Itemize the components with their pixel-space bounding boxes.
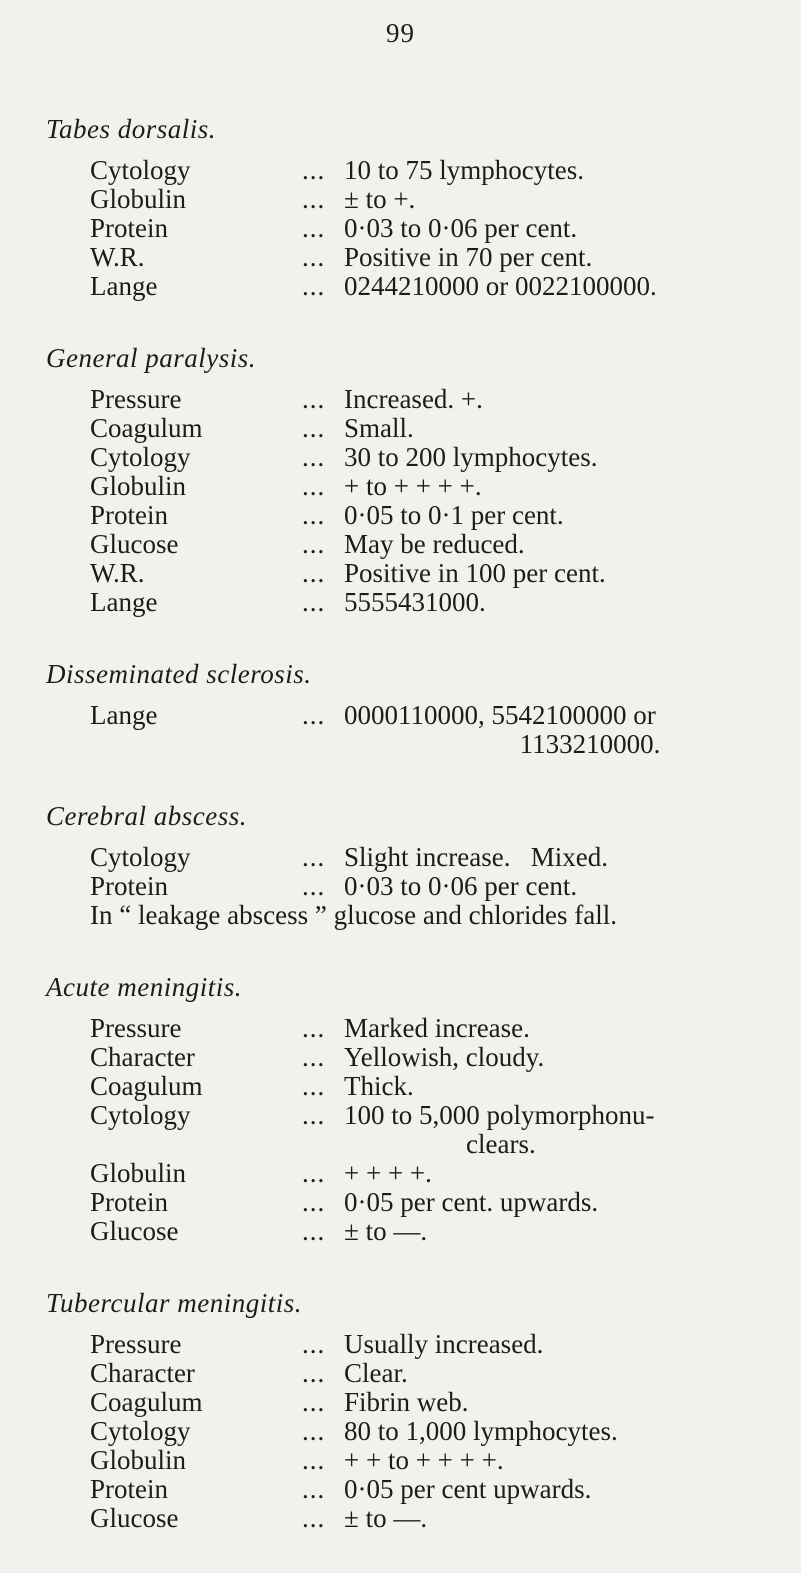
row-value-continuation: 1133210000. [519, 729, 661, 759]
table-row [46, 530, 796, 559]
table-row [46, 1504, 796, 1533]
row-value: 0·05 per cent. upwards. [344, 1187, 599, 1217]
section-heading: Tubercular meningitis. [46, 1288, 303, 1318]
row-label: Globulin [90, 471, 187, 501]
row-label: Globulin [90, 184, 187, 214]
section-heading: General paralysis. [46, 343, 256, 373]
leader-dots: ... [302, 1416, 326, 1446]
leader-dots: ... [302, 1158, 326, 1188]
table-row [46, 1101, 796, 1130]
row-value: 0·05 per cent upwards. [344, 1474, 592, 1504]
row-value: + + + +. [344, 1158, 432, 1188]
leader-dots: ... [302, 529, 326, 559]
leader-dots: ... [302, 413, 326, 443]
section-disseminated-sclerosis [46, 657, 796, 759]
row-value: Slight increase. Mixed. [344, 842, 608, 872]
table-row [46, 156, 796, 185]
table-row [46, 385, 796, 414]
leader-dots: ... [302, 1071, 326, 1101]
leader-dots: ... [302, 271, 326, 301]
section-general-paralysis [46, 341, 796, 617]
leader-dots: ... [302, 1503, 326, 1533]
table-row [46, 272, 796, 301]
row-label: Coagulum [90, 1387, 203, 1417]
row-value: 30 to 200 lymphocytes. [344, 442, 598, 472]
row-value: Positive in 70 per cent. [344, 242, 593, 272]
leader-dots: ... [302, 1013, 326, 1043]
table-row [46, 1475, 796, 1504]
leader-dots: ... [302, 242, 326, 272]
leader-dots: ... [302, 184, 326, 214]
leader-dots: ... [302, 1387, 326, 1417]
row-label: Globulin [90, 1445, 187, 1475]
row-value: 0000110000, 5542100000 or [344, 700, 656, 730]
table-row [46, 1043, 796, 1072]
table-row [46, 588, 796, 617]
row-label: Character [90, 1042, 195, 1072]
table-row [46, 1388, 796, 1417]
row-label: Glucose [90, 529, 179, 559]
row-value: 100 to 5,000 polymorphonu- [344, 1100, 655, 1130]
row-label: Lange [90, 700, 158, 730]
row-label: Globulin [90, 1158, 187, 1188]
table-row [46, 1359, 796, 1388]
document-body [46, 112, 796, 1573]
leader-dots: ... [302, 587, 326, 617]
table-row [46, 701, 796, 730]
row-value: 0·03 to 0·06 per cent. [344, 213, 578, 243]
section-cerebral-abscess [46, 799, 796, 930]
row-value: Fibrin web. [344, 1387, 469, 1417]
table-row [46, 872, 796, 901]
row-label: Coagulum [90, 1071, 203, 1101]
row-label: Glucose [90, 1503, 179, 1533]
page-number: 99 [386, 18, 415, 48]
section-heading: Acute meningitis. [46, 972, 242, 1002]
table-row [46, 414, 796, 443]
section-heading: Tabes dorsalis. [46, 114, 217, 144]
leader-dots: ... [302, 1100, 326, 1130]
row-value: 0·05 to 0·1 per cent. [344, 500, 564, 530]
row-value: ± to —. [344, 1216, 428, 1246]
row-value: ± to —. [344, 1503, 428, 1533]
leader-dots: ... [302, 871, 326, 901]
leader-dots: ... [302, 1042, 326, 1072]
row-value: Yellowish, cloudy. [344, 1042, 545, 1072]
leader-dots: ... [302, 500, 326, 530]
leader-dots: ... [302, 155, 326, 185]
section-acute-meningitis [46, 970, 796, 1246]
row-label: Protein [90, 500, 168, 530]
row-label: Lange [90, 271, 158, 301]
row-value: 0244210000 or 0022100000. [344, 271, 657, 301]
row-label: Pressure [90, 1013, 182, 1043]
table-row [46, 1072, 796, 1101]
leader-dots: ... [302, 1474, 326, 1504]
row-label: Lange [90, 587, 158, 617]
leader-dots: ... [302, 442, 326, 472]
table-row [46, 843, 796, 872]
row-label: Cytology [90, 842, 191, 872]
row-label: Protein [90, 213, 168, 243]
row-value: + to + + + +. [344, 471, 482, 501]
row-value: 5555431000. [344, 587, 486, 617]
row-value: + + to + + + +. [344, 1445, 504, 1475]
row-label: Cytology [90, 1416, 191, 1446]
leader-dots: ... [302, 700, 326, 730]
table-row [46, 1330, 796, 1359]
leader-dots: ... [302, 384, 326, 414]
table-row [46, 185, 796, 214]
row-label: W.R. [90, 242, 145, 272]
row-value: Small. [344, 413, 414, 443]
row-value: Usually increased. [344, 1329, 544, 1359]
table-row [46, 559, 796, 588]
section-note: In “ leakage abscess ” glucose and chlorides fall. [90, 900, 618, 930]
row-label: Pressure [90, 384, 182, 414]
table-row [46, 1217, 796, 1246]
table-row-continuation [46, 1130, 796, 1159]
row-value: 10 to 75 lymphocytes. [344, 155, 584, 185]
leader-dots: ... [302, 1216, 326, 1246]
leader-dots: ... [302, 1358, 326, 1388]
table-row [46, 443, 796, 472]
table-row [46, 1417, 796, 1446]
row-label: Cytology [90, 155, 191, 185]
table-row [46, 214, 796, 243]
section-heading: Cerebral abscess. [46, 801, 247, 831]
table-row [46, 1446, 796, 1475]
table-row [46, 1014, 796, 1043]
row-value: May be reduced. [344, 529, 525, 559]
row-value: 0·03 to 0·06 per cent. [344, 871, 578, 901]
row-label: Cytology [90, 1100, 191, 1130]
row-label: Character [90, 1358, 195, 1388]
row-label: W.R. [90, 558, 145, 588]
table-row [46, 472, 796, 501]
row-value: Marked increase. [344, 1013, 530, 1043]
leader-dots: ... [302, 558, 326, 588]
row-label: Pressure [90, 1329, 182, 1359]
row-value: Positive in 100 per cent. [344, 558, 606, 588]
table-row [46, 1188, 796, 1217]
table-row-continuation [46, 730, 796, 759]
row-value: Clear. [344, 1358, 408, 1388]
leader-dots: ... [302, 471, 326, 501]
section-tabes-dorsalis [46, 112, 796, 301]
leader-dots: ... [302, 213, 326, 243]
row-label: Cytology [90, 442, 191, 472]
leader-dots: ... [302, 1329, 326, 1359]
row-label: Protein [90, 871, 168, 901]
section-heading: Disseminated sclerosis. [46, 659, 312, 689]
leader-dots: ... [302, 1445, 326, 1475]
table-row [46, 501, 796, 530]
table-row [46, 243, 796, 272]
leader-dots: ... [302, 842, 326, 872]
row-label: Coagulum [90, 413, 203, 443]
row-value: 80 to 1,000 lymphocytes. [344, 1416, 618, 1446]
row-value-continuation: clears. [466, 1129, 536, 1159]
row-value: ± to +. [344, 184, 416, 214]
section-tubercular-meningitis [46, 1286, 796, 1533]
row-label: Glucose [90, 1216, 179, 1246]
row-label: Protein [90, 1474, 168, 1504]
row-value: Increased. +. [344, 384, 483, 414]
row-label: Protein [90, 1187, 168, 1217]
table-row [46, 1159, 796, 1188]
row-value: Thick. [344, 1071, 414, 1101]
leader-dots: ... [302, 1187, 326, 1217]
